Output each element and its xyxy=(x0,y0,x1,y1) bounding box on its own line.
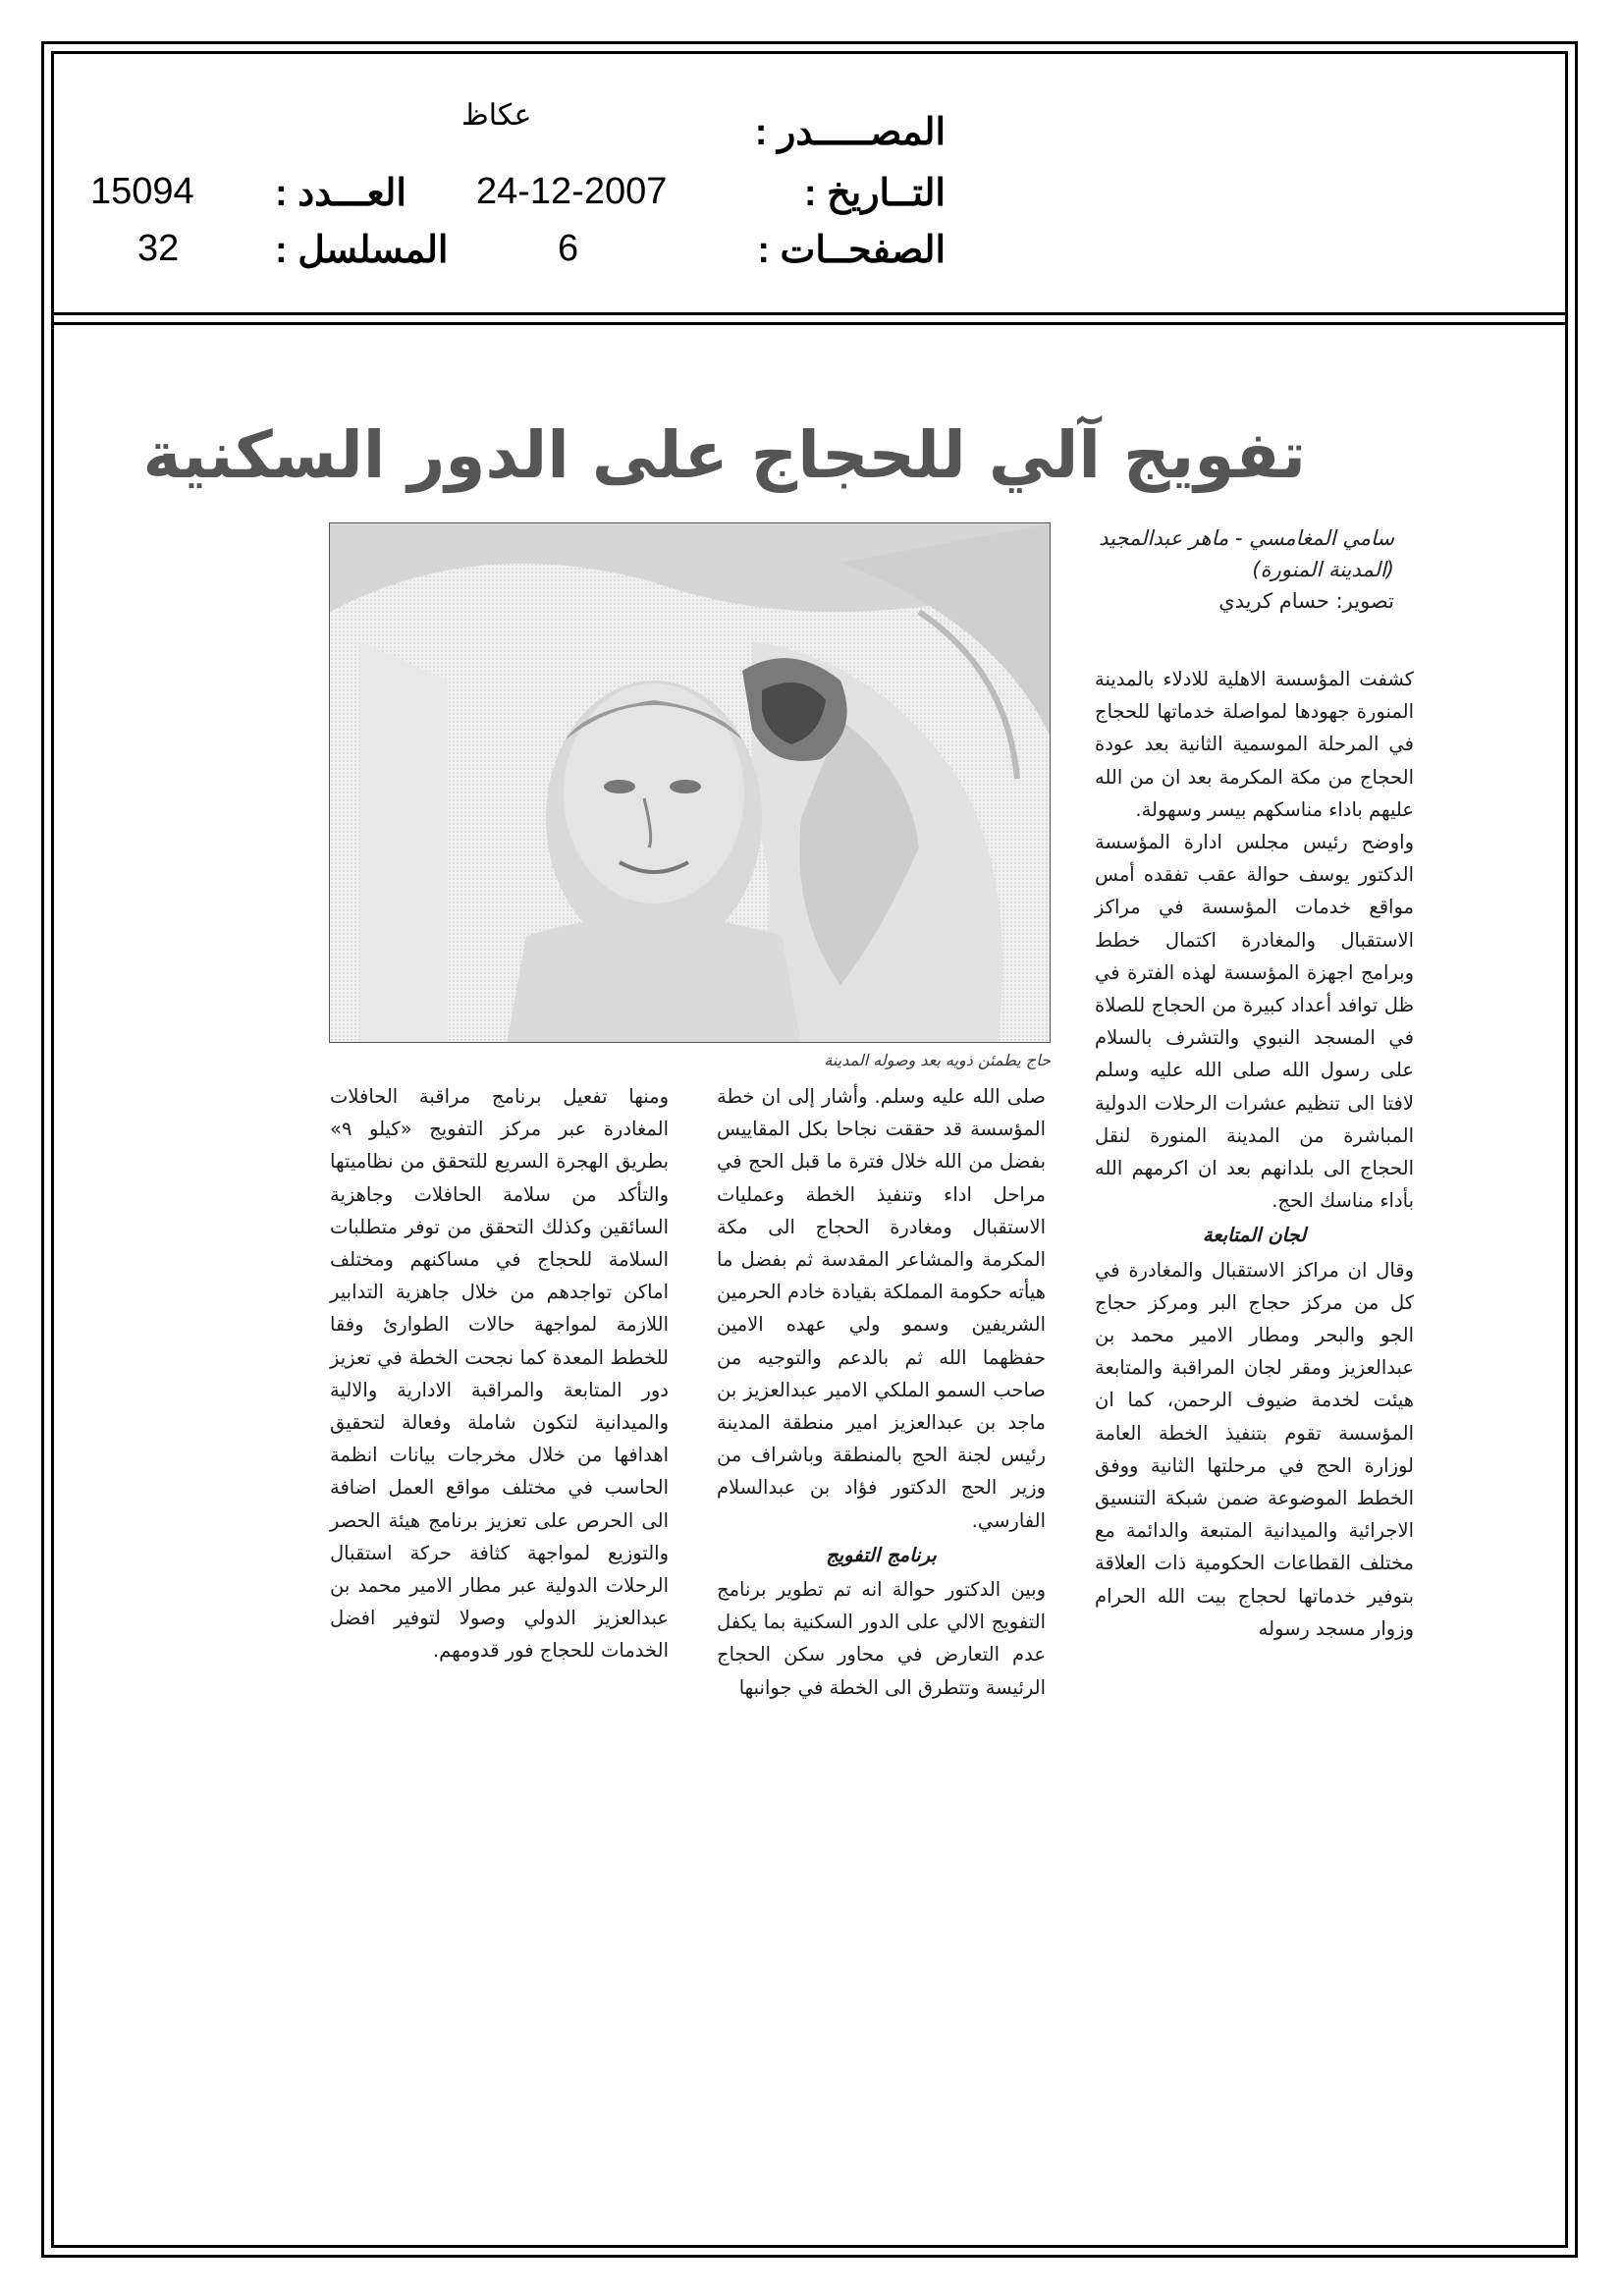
issue-value: 15094 xyxy=(90,171,194,212)
article-column-3 xyxy=(330,1080,669,1667)
source-label: المصـــــدر : xyxy=(754,112,946,153)
col2-subheading: برنامج التفويج xyxy=(826,1543,937,1566)
header-divider-top xyxy=(51,312,1568,315)
date-label: التــاريخ : xyxy=(803,173,946,214)
byline-location: (المدينة المنورة) xyxy=(1252,558,1394,581)
article-column-2 xyxy=(717,1080,1046,1704)
col1-paragraph-2: واوضح رئيس مجلس ادارة المؤسسة الدكتور يوسف حوالة عقب تفقده أمس مواقع خدمات المؤسسة في مراكز الاستقبال والمغادرة اكتمال خطط وبرامج اجهزة المؤسسة لهذه الفترة في ظل توافد أعداد كبيرة من الحجاج للصلاة في المسجد النبوي والتشرف بالسلام على رسول الله صلى الله عليه وسلم لافتا الى تنظيم عشرات الرحلات الدولية المباشرة من المدينة المنورة لنقل الحجاج الى بلدانهم بعد ان اكرمهم الله بأداء مناسك الحج. xyxy=(1095,831,1414,1213)
col2-paragraph-2: وبين الدكتور حوالة انه تم تطوير برنامج التفويج الالي على الدور السكنية بما يكفل عدم التعارض في محاور سكن الحجاج الرئيسة وتتطرق الى الخطة في جوانبها xyxy=(717,1578,1046,1699)
article-photo xyxy=(329,522,1051,1043)
pages-value: 6 xyxy=(558,228,579,269)
pages-label: الصفحــات : xyxy=(757,230,946,271)
byline-photographer: تصوير: حسام كريدي xyxy=(1218,589,1394,613)
photo-caption: حاج يطمئن ذويه بعد وصوله المدينة xyxy=(824,1051,1051,1069)
byline-authors: سامي المغامسي - ماهر عبدالمجيد xyxy=(1099,526,1394,550)
col1-subheading: لجان المتابعة xyxy=(1202,1224,1307,1247)
header-divider-bottom xyxy=(51,322,1568,325)
col2-paragraph-1: صلى الله عليه وسلم. وأشار إلى ان خطة المؤسسة قد حققت نجاحا بكل المقاييس بفضل من الله خلال فترة ما قبل الحج في مراحل اداء وتنفيذ الخطة وعمليات الاستقبال ومغادرة الحجاج الى مكة المكرمة والمشاعر المقدسة ثم بفضل ما هيأته حكومة المملكة بقيادة خادم الحرمين الشريفين وسمو ولي عهده الامين حفظهما الله ثم بالدعم والتوجيه من صاحب السمو الملكي الامير عبدالعزيز بن ماجد بن عبدالعزيز امير منطقة المدينة رئيس لجنة الحج بالمنطقة وباشراف من وزير الحج الدكتور فؤاد بن عبدالسلام الفارسي. xyxy=(716,1085,1046,1532)
photo-illustration xyxy=(330,523,1051,1043)
date-value: 24-12-2007 xyxy=(476,171,668,212)
col1-paragraph-1: كشفت المؤسسة الاهلية للادلاء بالمدينة المنورة جهودها لمواصلة خدماتها للحجاج في المرحلة الموسمية الثانية بعد عودة الحجاج من مكة المكرمة بعد ان من الله عليهم باداء مناسكهم بيسر وسهولة. xyxy=(1095,668,1414,821)
serial-value: 32 xyxy=(137,228,180,269)
col3-paragraph-1: ومنها تفعيل برنامج مراقبة الحافلات المغادرة عبر مركز التفويج «كيلو ٩» بطريق الهجرة السريع للتحقق من نظاميتها والتأكد من سلامة الحافلات وجاهزية السائقين وكذلك التحقق من توفر متطلبات السلامة للحجاج في مساكنهم ومختلف اماكن تواجدهم من خلال جاهزية التدابير اللازمة لمواجهة حالات الطوارئ وفقا للخطط المعدة كما نجحت الخطة في تعزيز دور المتابعة والمراقبة الادارية والالية والميدانية لتكون شاملة وفعالة لتحقيق اهدافها من خلال مخرجات بيانات انظمة الحاسب في مختلف مواقع العمل اضافة الى الحرص على تعزيز برنامج هيئة الحصر والتوزيع لمواجهة كثافة حركة استقبال الرحلات الدولية عبر مطار الامير محمد بن عبدالعزيز الدولي وصولا لتوفير افضل الخدمات للحجاج فور قدومهم. xyxy=(330,1085,669,1663)
article-column-1 xyxy=(1095,663,1414,1645)
col1-paragraph-3: وقال ان مراكز الاستقبال والمغادرة في كل من مركز حجاج البر ومركز حجاج الجو والبحر ومطار الامير محمد بن عبدالعزيز ومقر لجان المراقبة والمتابعة هيئت لخدمة ضيوف الرحمن، كما ان المؤسسة تقوم بتنفيذ الخطة العامة لوزارة الحج في مرحلتها الثانية ووفق الخطط الموضوعة ضمن شبكة التنسيق الاجرائية والميدانية المتبعة والدائمة مع مختلف القطاعات الحكومية ذات العلاقة بتوفير خدماتها لحجاج بيت الله الحرام وزوار مسجد رسوله xyxy=(1095,1258,1414,1640)
serial-label: المسلسل : xyxy=(275,230,449,271)
issue-label: العـــدد : xyxy=(275,173,406,214)
source-value: عكاظ xyxy=(461,99,532,132)
article-headline: تفويج آلي للحجاج على الدور السكنية xyxy=(142,417,1306,493)
